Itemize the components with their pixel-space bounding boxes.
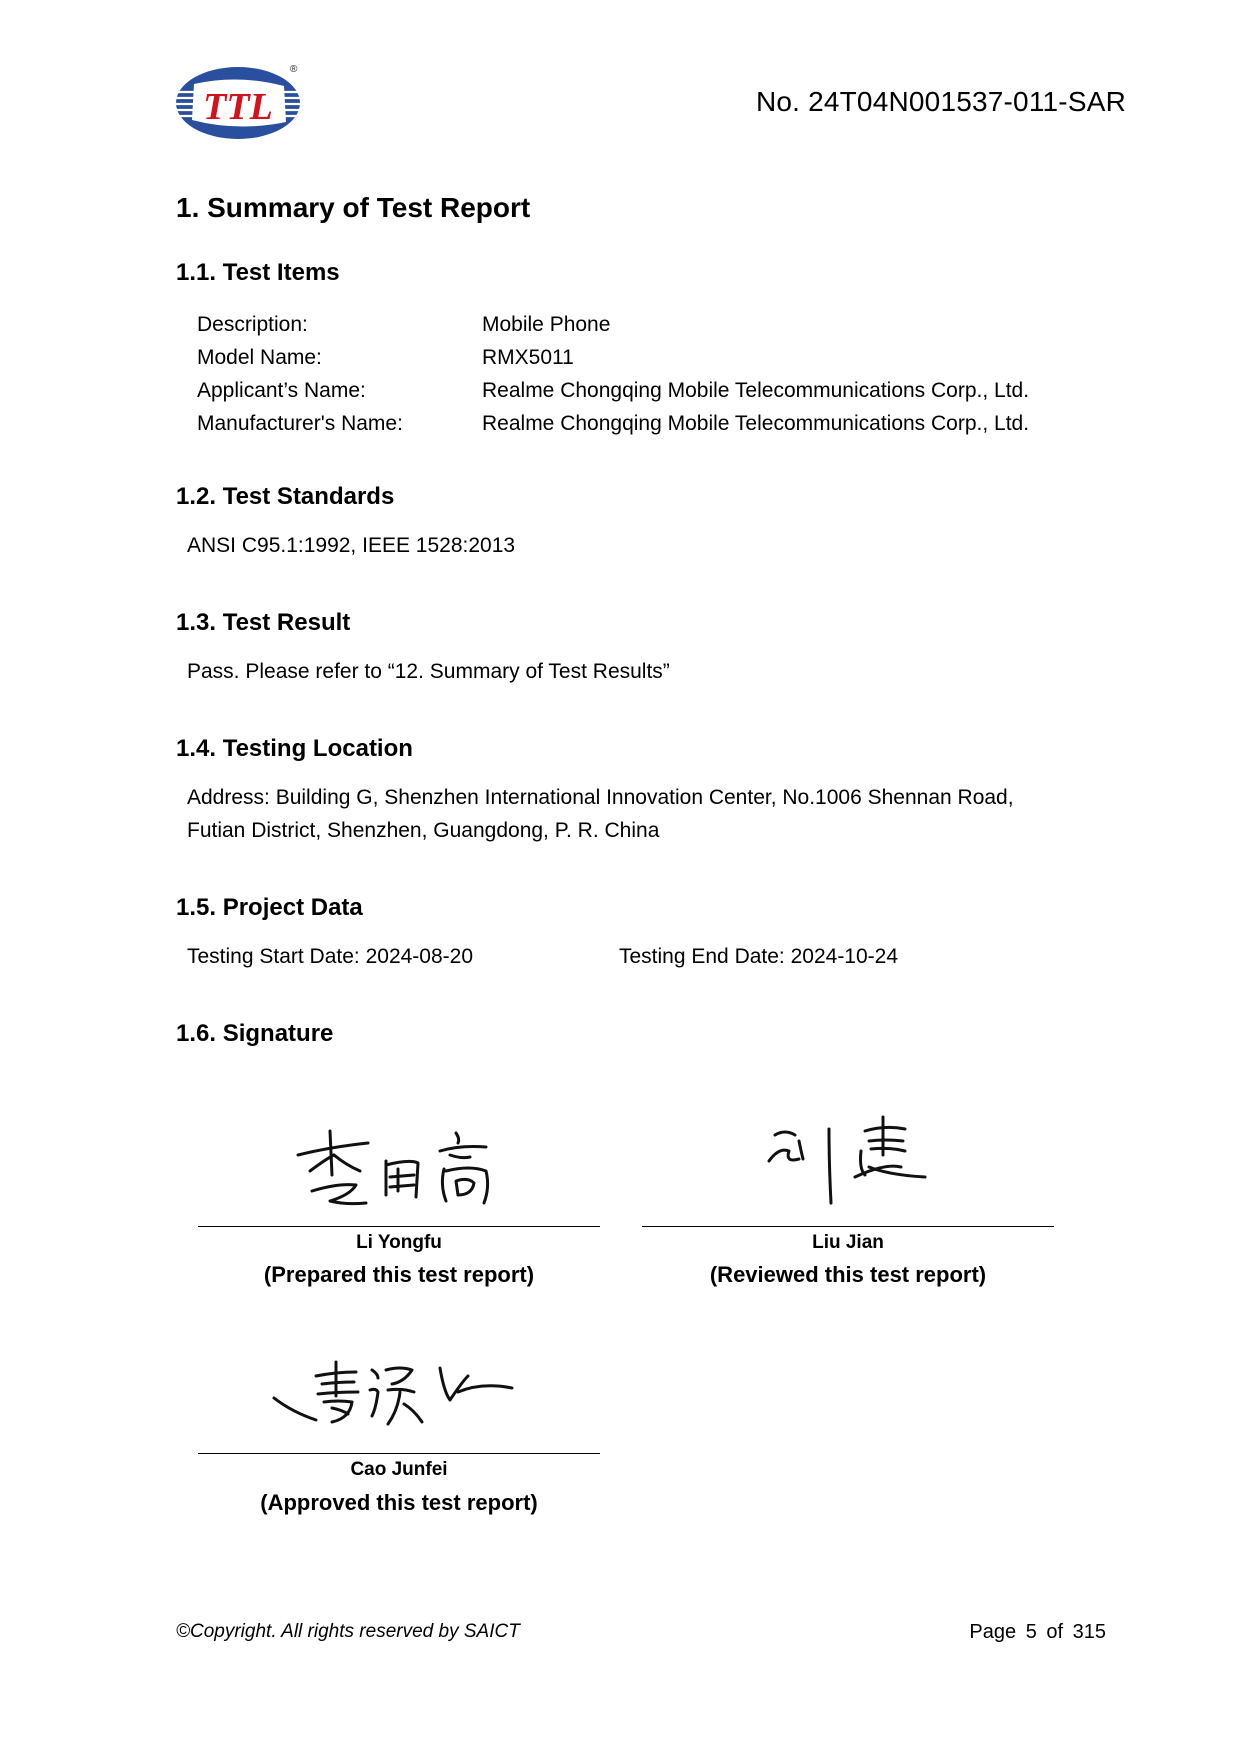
address-line-1: Address: Building G, Shenzhen International Innovation Center, No.1006 Shennan Road, [187,786,1014,809]
prepared-by-name: Li Yongfu [356,1232,442,1253]
page-current: 5 [1025,1621,1037,1643]
test-item-row [197,407,1029,440]
item-label: Description: [197,313,308,336]
test-item-row [197,374,1029,407]
item-label: Applicant’s Name: [197,379,366,402]
test-items-table [197,308,1029,440]
item-value: Realme Chongqing Mobile Telecommunications Corp., Ltd. [482,412,1030,435]
ttl-logo [174,62,306,142]
ttl-logo-icon [174,62,306,142]
test-items-heading: 1.1. Test Items [176,259,340,286]
item-label: Model Name: [197,346,322,369]
page-number [969,1621,1106,1644]
handwritten-signature-icon [765,1115,945,1215]
test-result-text: Pass. Please refer to “12. Summary of Test Results” [187,660,670,683]
test-standards-heading: 1.2. Test Standards [176,483,395,510]
signature-line [198,1226,600,1227]
test-item-row [197,308,1029,341]
testing-start-date: Testing Start Date: 2024-08-20 [187,945,474,968]
item-value: Realme Chongqing Mobile Telecommunications Corp., Ltd. [482,379,1030,402]
page-label: Page [969,1621,1017,1643]
svg-text:TTL: TTL [203,86,273,128]
test-item-row [197,341,1029,374]
page-total: 315 [1072,1621,1106,1643]
item-label: Manufacturer's Name: [197,412,403,435]
handwritten-signature-icon [290,1125,520,1215]
signature-liu-jian [765,1115,945,1215]
test-standards-text: ANSI C95.1:1992, IEEE 1528:2013 [187,534,516,557]
reviewed-by-role: (Reviewed this test report) [709,1262,987,1287]
signature-cao-junfei [272,1352,522,1432]
reviewed-by-name: Liu Jian [812,1232,884,1253]
report-number: No. 24T04N001537-011-SAR [755,86,1126,117]
page-of: of [1046,1621,1064,1643]
signature-heading: 1.6. Signature [176,1020,334,1047]
prepared-by-role: (Prepared this test report) [263,1262,535,1287]
item-value: Mobile Phone [482,313,611,336]
address-line-2: Futian District, Shenzhen, Guangdong, P. R. China [187,819,660,842]
test-result-heading: 1.3. Test Result [176,609,351,636]
svg-text:®: ® [290,64,298,75]
testing-end-date: Testing End Date: 2024-10-24 [619,945,899,968]
signature-line [198,1453,600,1454]
testing-location-heading: 1.4. Testing Location [176,735,413,762]
section-title: 1. Summary of Test Report [176,192,531,223]
approved-by-name: Cao Junfei [350,1459,448,1480]
item-value: RMX5011 [482,346,574,369]
copyright-notice: ©Copyright. All rights reserved by SAICT [176,1621,520,1642]
signature-line [642,1226,1054,1227]
handwritten-signature-icon [272,1352,522,1432]
signature-li-yongfu [290,1125,520,1215]
project-data-heading: 1.5. Project Data [176,894,363,921]
approved-by-role: (Approved this test report) [260,1490,538,1515]
